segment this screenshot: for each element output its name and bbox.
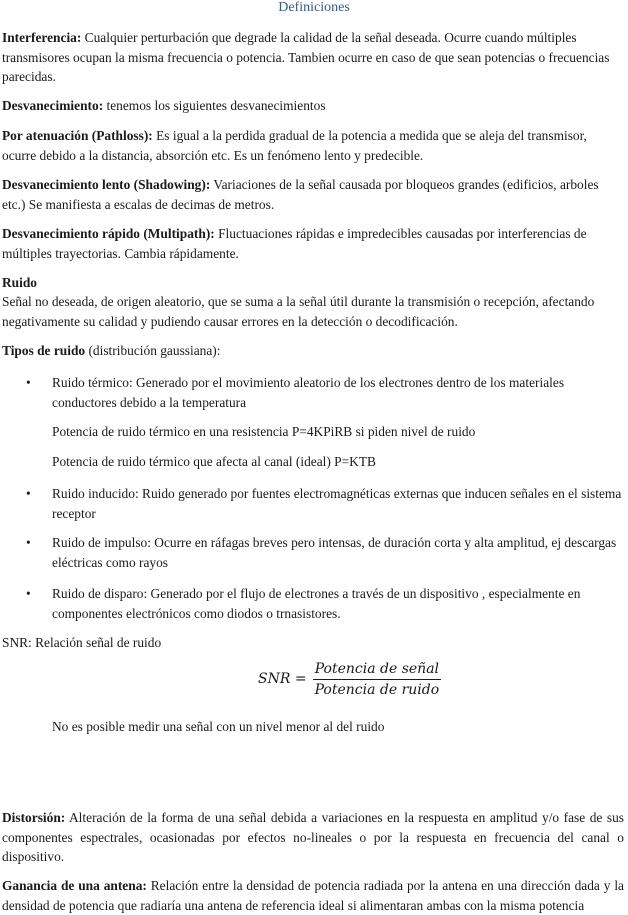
text-atenuacion: Es igual a la perdida gradual de la potencia a medida que se aleja del transmisor, ocurre debido a la distancia, absorción etc. Es un fenómeno lento y predecible.: [2, 128, 587, 163]
bullet-marker: •: [26, 535, 31, 550]
term-interferencia: Interferencia:: [2, 30, 82, 45]
bullet-marker: •: [26, 375, 31, 390]
paragraph-desvanecimiento: [2, 96, 624, 116]
term-multipath: Desvanecimiento rápido (Multipath):: [2, 226, 215, 241]
term-atenuacion: Por atenuación (Pathloss):: [2, 128, 153, 143]
text-distorsion: Alteración de la forma de una señal debida a variaciones en la respuesta en amplitud y/o fase de sus componentes espectrales, ocasionadas por efectos no-lineales o por la respuesta en frecuencia del canal o dispositivo.: [2, 810, 624, 864]
list-item-termico: Ruido térmico: Generado por el movimiento aleatorio de los electrones dentro de los materiales conductores debido a la temperatura: [52, 375, 565, 410]
snr-fraction: [313, 660, 442, 699]
paragraph-multipath: [2, 224, 624, 263]
bullet-marker: •: [26, 486, 31, 501]
text-multipath: Fluctuaciones rápidas e impredecibles causadas por interferencias de múltiples trayectorias. Cambia rápidamente.: [2, 226, 587, 261]
term-shadowing: Desvanecimiento lento (Shadowing):: [2, 177, 211, 192]
snr-note: No es posible medir una señal con un nivel menor al del ruido: [52, 719, 385, 734]
paragraph-atenuacion: [2, 126, 624, 165]
list-item-inducido: Ruido inducido: Ruido generado por fuentes electromagnéticas externas que inducen señales en el sistema receptor: [52, 486, 622, 521]
paragraph-interferencia: [2, 28, 624, 87]
list-item-impulso: Ruido de impulso: Ocurre en ráfagas breves pero intensas, de duración corta y alta amplitud, ej descargas eléctricas como rayos: [52, 535, 617, 570]
page-title: Definiciones: [278, 0, 350, 15]
paragraph-ruido: Señal no deseada, de origen aleatorio, que se suma a la señal útil durante la transmisión o recepción, afectando negativamente su calidad y pudiendo causar errores en la detección o decodificación.: [2, 294, 595, 329]
paragraph-distorsion: [2, 808, 624, 867]
termico-formula-canal: Potencia de ruido térmico que afecta al canal (ideal) P=KTB: [52, 454, 376, 469]
snr-formula: [258, 660, 441, 699]
paragraph-tipos-ruido: [2, 341, 624, 361]
bullet-marker: •: [26, 586, 31, 601]
snr-numerator: Potencia de señal: [313, 660, 441, 680]
term-tipos-ruido: Tipos de ruido: [2, 343, 86, 358]
text-desvanecimiento: tenemos los siguientes desvanecimientos: [103, 98, 326, 113]
heading-ruido: Ruido: [2, 275, 37, 290]
paragraph-ganancia: [2, 876, 624, 915]
term-distorsion: Distorsión:: [2, 810, 66, 825]
snr-denominator: Potencia de ruido: [314, 682, 440, 698]
text-interferencia: Cualquier perturbación que degrade la calidad de la señal deseada. Ocurre cuando múltiples transmisores ocupan la misma frecuencia o potencia. Tambien ocurre en caso de que sean potencias o frecuencias parecidas.: [2, 30, 610, 84]
snr-lhs: SNR =: [258, 670, 307, 687]
term-desvanecimiento: Desvanecimiento:: [2, 98, 104, 113]
text-tipos-ruido: (distribución gaussiana):: [85, 343, 221, 358]
text-shadowing: Variaciones de la señal causada por bloqueos grandes (edificios, arboles etc.) Se manifiesta a escalas de decimas de metros.: [2, 177, 599, 212]
text-ganancia: Relación entre la densidad de potencia radiada por la antena en una dirección dada y la densidad de potencia que radiaría una antena de referencia ideal si alimentaran ambas con la misma potencia: [2, 878, 624, 913]
list-item-disparo: Ruido de disparo: Generado por el flujo de electrones a través de un dispositivo , especialmente en componentes electrónicos como diodos o trnasistores.: [52, 586, 581, 621]
paragraph-shadowing: [2, 175, 624, 214]
snr-label: SNR: Relación señal de ruido: [2, 635, 162, 650]
termico-formula-resistencia: Potencia de ruido térmico en una resistencia P=4KPiRB si piden nivel de ruido: [52, 424, 476, 439]
term-ganancia: Ganancia de una antena:: [2, 878, 147, 893]
